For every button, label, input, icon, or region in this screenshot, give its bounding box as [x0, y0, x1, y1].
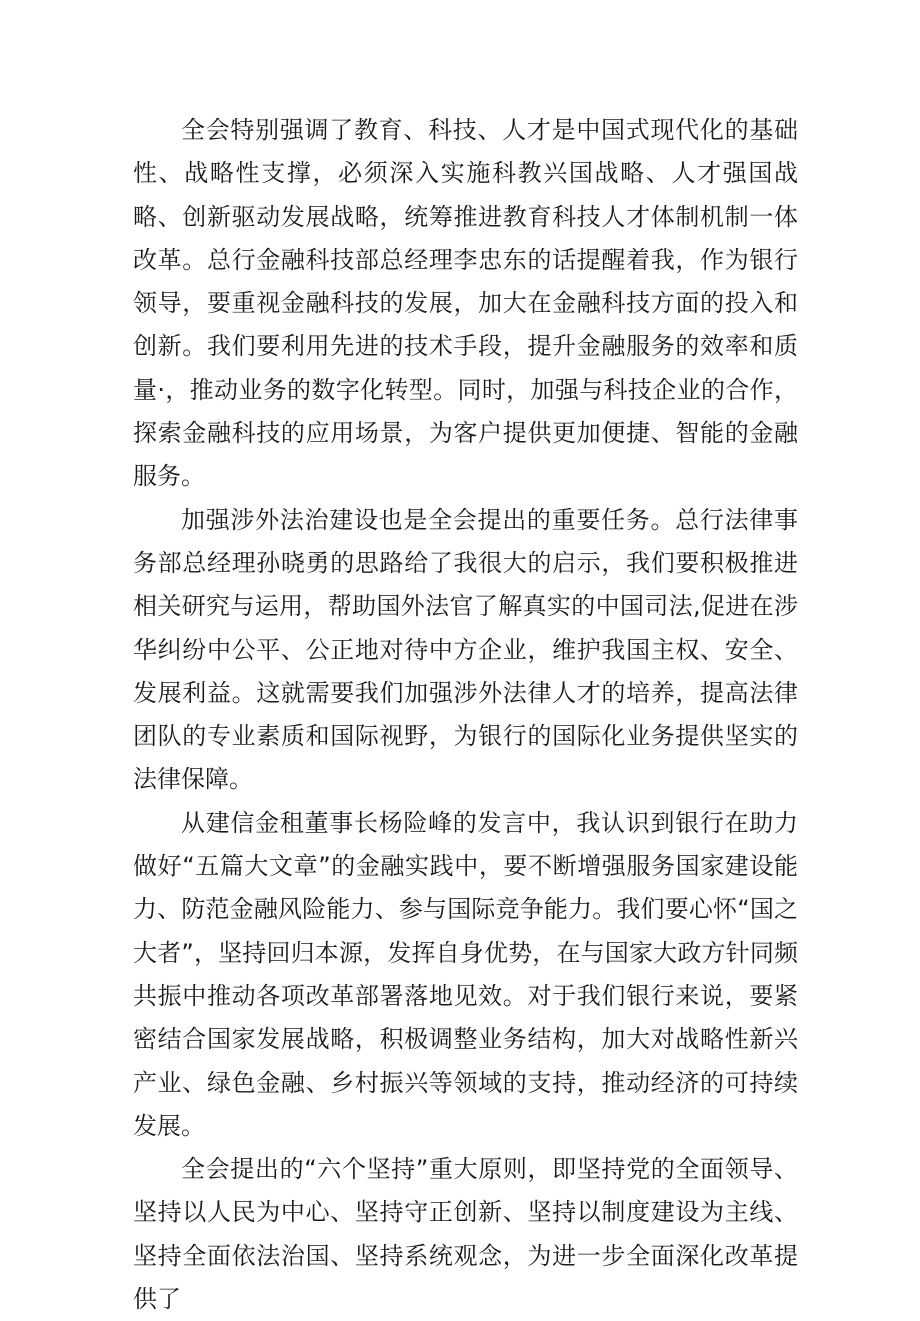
- document-body: [133, 109, 798, 1321]
- paragraph-foreign-law: 加强涉外法治建设也是全会提出的重要任务。总行法律事务部总经理孙晓勇的思路给了我很大的启示，我们要积极推进相关研究与运用，帮助国外法官了解真实的中国司法,促进在涉华纠纷中公平、公正地对待中方企业，维护我国主权、安全、发展利益。这就需要我们加强涉外法律人才的培养，提高法律团队的专业素质和国际视野，为银行的国际化业务提供坚实的法律保障。: [133, 505, 798, 794]
- paragraph-education-tech: 全会特别强调了教育、科技、人才是中国式现代化的基础性、战略性支撑，必须深入实施科教兴国战略、人才强国战略、创新驱动发展战略，统筹推进教育科技人才体制机制一体改革。总行金融科技部总经理李忠东的话提醒着我，作为银行领导，要重视金融科技的发展，加大在金融科技方面的投入和创新。我们要利用先进的技术手段，提升金融服务的效率和质量·，推动业务的数字化转型。同时，加强与科技企业的合作，探索金融科技的应用场景，为客户提供更加便捷、智能的金融服务。: [133, 116, 798, 491]
- paragraph-five-articles: 从建信金租董事长杨险峰的发言中，我认识到银行在助力做好“五篇大文章”的金融实践中，要不断增强服务国家建设能力、防范金融风险能力、参与国际竞争能力。我们要心怀“国之大者”，坚持回归本源，发挥自身优势，在与国家大政方针同频共振中推动各项改革部署落地见效。对于我们银行来说，要紧密结合国家发展战略，积极调整业务结构，加大对战略性新兴产业、绿色金融、乡村振兴等领域的支持，推动经济的可持续发展。: [133, 808, 798, 1140]
- paragraph-six-principles: 全会提出的“六个坚持”重大原则，即坚持党的全面领导、坚持以人民为中心、坚持守正创新、坚持以制度建设为主线、坚持全面依法治国、坚持系统观念，为进一步全面深化改革提供了: [133, 1155, 798, 1314]
